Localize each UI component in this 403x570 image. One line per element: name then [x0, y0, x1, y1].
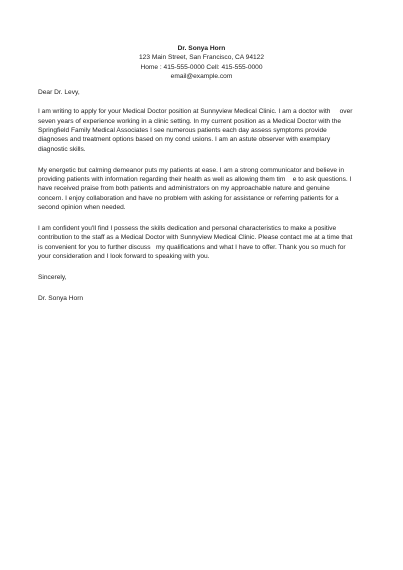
paragraph-line: contribution to the staff as a Medical Doctor with Sunnyview Medical Clinic. Please contact me at a time that: [38, 234, 353, 242]
paragraph-line: I am confident you'll find I possess the skills dedication and personal characteristics to make a positive: [38, 224, 337, 232]
paragraph-intro: [38, 107, 372, 154]
sender-email: email@example.com: [170, 73, 233, 81]
paragraph-line: diagnoses and treatment options based on my concl usions. I am an astute observer with exemplary: [38, 136, 331, 144]
paragraph-line: diagnostic skills.: [38, 145, 86, 153]
sender-name: Dr. Sonya Horn: [177, 45, 226, 52]
paragraph-conclusion: [38, 224, 372, 262]
paragraph-line: providing patients with information regarding their health as well as allowing them tim e to ask questions. I: [38, 175, 352, 183]
paragraph-demeanor: [38, 166, 372, 213]
closing: Sincerely,: [38, 273, 67, 281]
paragraph-line: concern. I enjoy collaboration and have no problem with asking for assistance or referring patients for a: [38, 194, 339, 202]
greeting: Dear Dr. Levy,: [38, 89, 80, 96]
paragraph-line: second opinion when needed.: [38, 204, 126, 212]
paragraph-line: My energetic but calming demeanor puts my patients at ease. I am a strong communicator and believe in: [38, 166, 345, 174]
paragraph-line: have received praise from both patients and administrators on my approachable nature and genuine: [38, 185, 330, 193]
paragraph-line: Springfield Family Medical Associates I see numerous patients each day assess symptoms provide: [38, 126, 327, 134]
sender-address: 123 Main Street, San Francisco, CA 94122: [139, 54, 264, 62]
paragraph-line: seven years of experience working in a clinic setting. In my current position as a Medical Doctor with the: [38, 117, 342, 125]
letter-header: [0, 44, 403, 82]
paragraph-line: your consideration and I look forward to speaking with you.: [38, 253, 210, 261]
letter-body: [38, 88, 372, 314]
sender-phones: Home : 415-555-0000 Cell: 415-555-0000: [140, 63, 263, 71]
paragraph-line: is convenient for you to further discuss my qualifications and what I have to offer. Thank you so much for: [38, 243, 346, 251]
paragraph-line: I am writing to apply for your Medical Doctor position at Sunnyview Medical Clinic. I am a doctor with over: [38, 108, 353, 116]
signature: Dr. Sonya Horn: [38, 294, 84, 302]
